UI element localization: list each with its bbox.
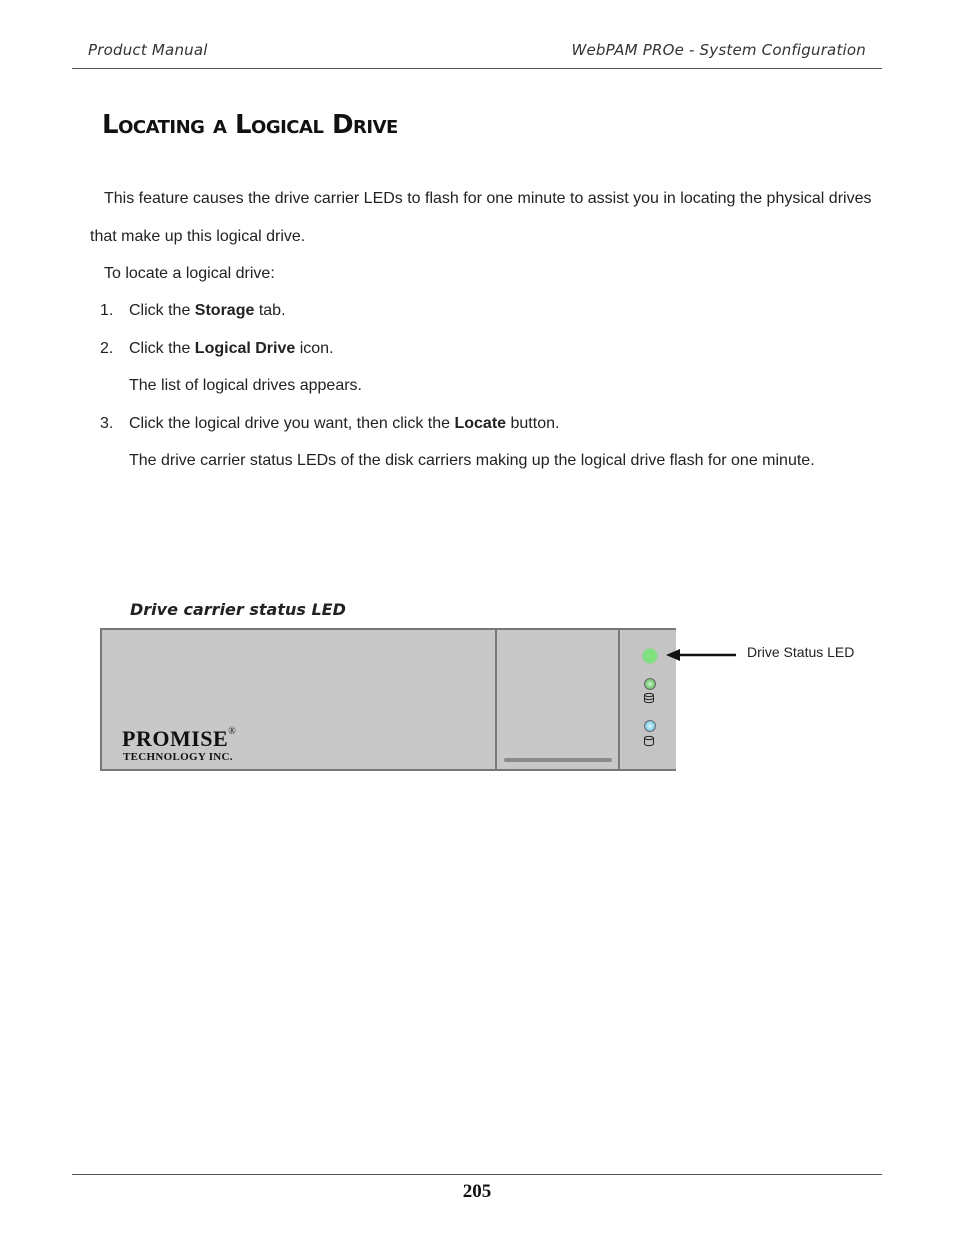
step-text-pre: Click the — [129, 340, 195, 357]
footer-divider — [72, 1174, 882, 1175]
step-text-pre: Click the — [129, 302, 195, 319]
step-number: 1. — [100, 302, 114, 319]
promise-logo — [122, 726, 236, 752]
step-text-post: button. — [506, 415, 560, 432]
callout-arrow-icon — [664, 646, 738, 664]
step-ui-term-storage: Storage — [194, 302, 255, 319]
step-2-text — [129, 339, 334, 359]
activity-led — [644, 678, 656, 690]
promise-logo-subtitle: TECHNOLOGY INC. — [123, 751, 233, 763]
page-number: 205 — [462, 1181, 492, 1202]
disk-stack-icon — [643, 692, 655, 704]
power-led — [644, 720, 656, 732]
promise-logo-text: PROMISE — [122, 726, 229, 751]
header-divider — [72, 68, 882, 69]
step-3-text — [129, 414, 559, 434]
step-text-pre: Click the logical drive you want, then click the — [129, 415, 455, 432]
carrier-middle-panel — [495, 630, 620, 769]
drive-carrier-illustration — [100, 628, 676, 771]
intro-line-2: that make up this logical drive. — [90, 228, 306, 245]
header-section-title: WebPAM PROe - System Configuration — [571, 41, 866, 59]
step-number: 2. — [100, 340, 114, 357]
header-product-manual: Product Manual — [88, 41, 208, 59]
step-ui-term-logical-drive: Logical Drive — [194, 340, 296, 357]
figure-caption: Drive carrier status LED — [130, 600, 346, 619]
step-1-text — [129, 301, 286, 321]
drive-status-led-callout: Drive Status LED — [747, 644, 855, 660]
registered-mark: ® — [228, 726, 237, 737]
step-ui-term-locate: Locate — [454, 415, 507, 432]
intro-line-1: This feature causes the drive carrier LEDs to flash for one minute to assist you in locating the physical drives — [104, 190, 872, 207]
drive-status-led — [642, 648, 658, 664]
carrier-handle — [504, 758, 612, 762]
step-2-note: The list of logical drives appears. — [129, 377, 362, 394]
step-3-note: The drive carrier status LEDs of the disk carriers making up the logical drive flash for one minute. — [129, 452, 815, 469]
disk-icon — [643, 735, 655, 747]
step-text-post: icon. — [295, 340, 334, 357]
step-text-post: tab. — [254, 302, 286, 319]
page-title: Locating a Logical Drive — [102, 110, 398, 140]
step-number: 3. — [100, 415, 114, 432]
procedure-lead: To locate a logical drive: — [104, 265, 275, 282]
